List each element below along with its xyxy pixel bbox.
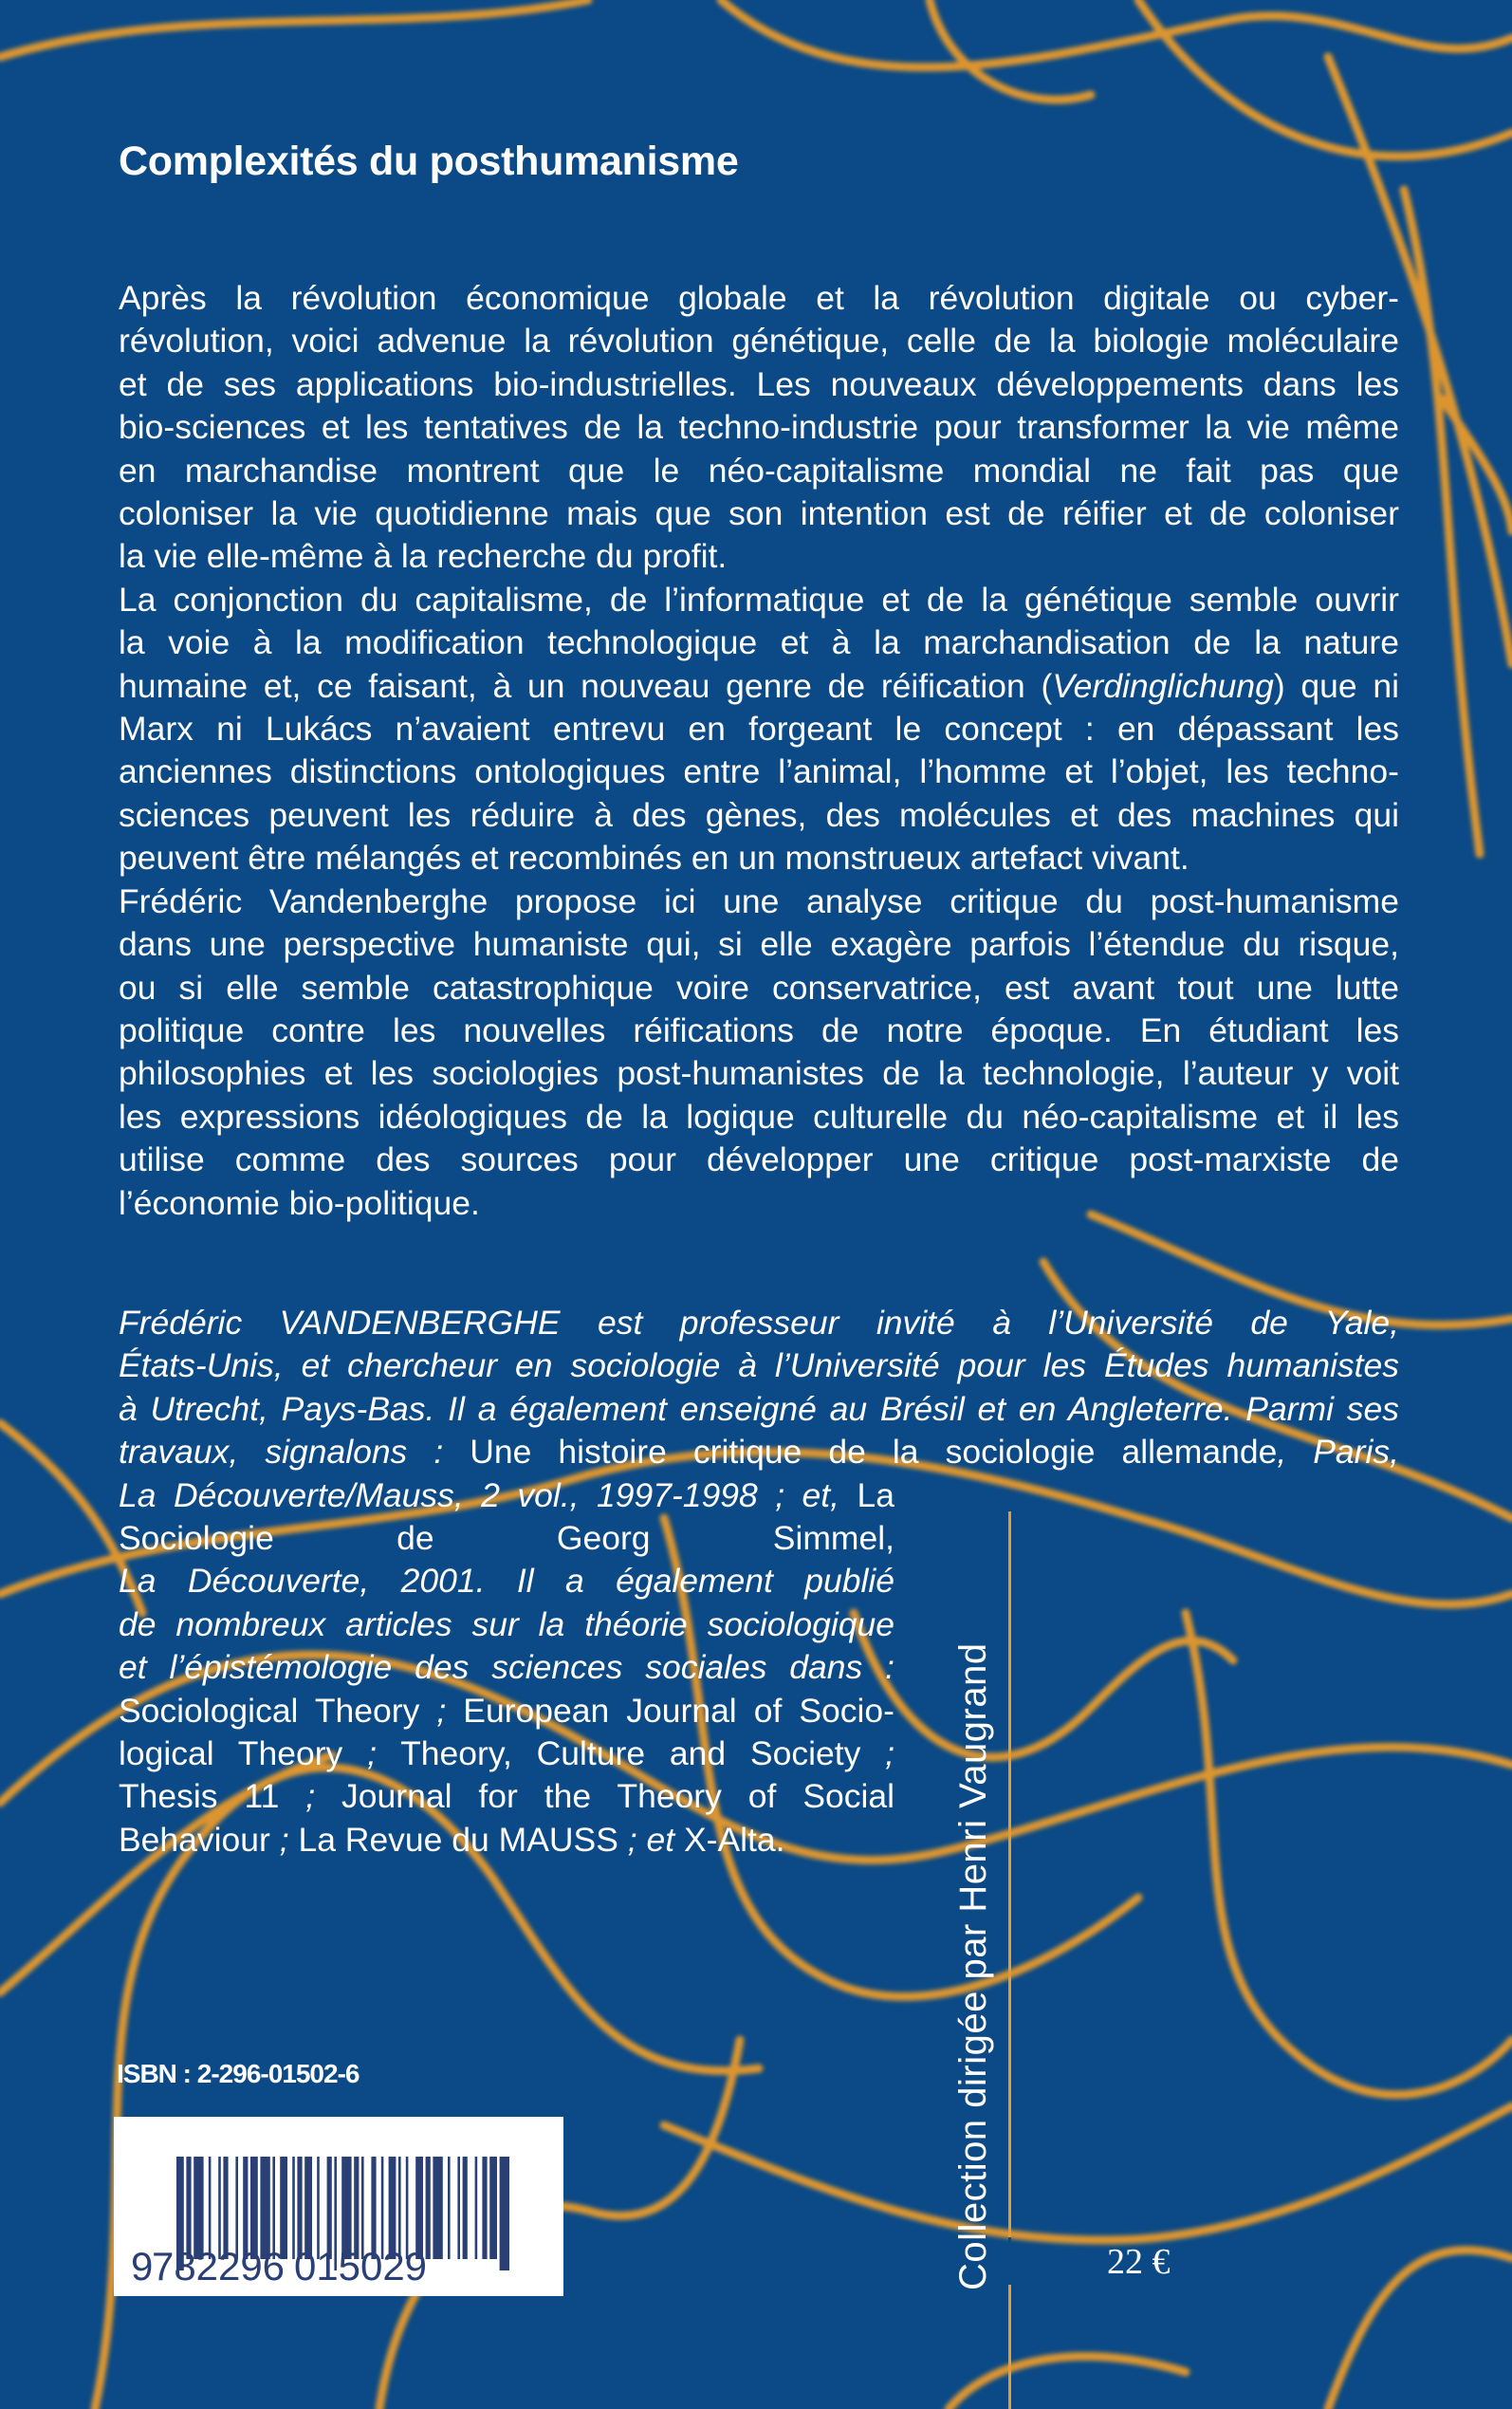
price: 22 € — [1107, 2242, 1171, 2282]
text-segment: ; et — [618, 1820, 675, 1859]
text-line — [119, 1517, 894, 1560]
text-line: La conjonction du capitalisme, de l’informatique et de la génétique semble ouvrir — [119, 580, 1399, 619]
text-line — [119, 1560, 894, 1603]
text-segment: ; — [279, 1777, 316, 1816]
text-line — [119, 1819, 894, 1862]
barcode-bar — [457, 2157, 460, 2259]
text-segment: La Revue du MAUSS — [288, 1820, 618, 1859]
text-line — [119, 1646, 894, 1689]
barcode-bars — [114, 2117, 563, 2296]
text-segment: Thesis 11 — [119, 1777, 280, 1816]
text-segment: Behaviour — [119, 1820, 270, 1859]
text-segment: et l’épistémologie des sciences sociales dans : — [119, 1648, 894, 1687]
text-segment: La Découverte/Mauss, 2 vol., 1997-1998 ; et, — [119, 1475, 840, 1514]
text-line: la voie à la modification technologique et à la marchandisation de la nature — [119, 623, 1399, 662]
barcode-bar — [475, 2157, 478, 2259]
text-segment: Journal for the Theory of Social — [315, 1777, 895, 1816]
text-line: anciennes distinctions ontologiques entre l’animal, l’homme et l’objet, les techno- — [119, 752, 1399, 791]
text-segment: États-Unis, et chercheur en sociologie à l’Université pour les Études humanistes — [119, 1346, 1399, 1385]
text-line — [119, 1690, 894, 1733]
barcode — [114, 2117, 563, 2296]
barcode-digits-left: 782296 — [152, 2244, 285, 2289]
text-line: politique contre les nouvelles réifications de notre époque. En étudiant les — [119, 1010, 1399, 1049]
text-segment: de nombreux articles sur la théorie sociologique — [119, 1604, 894, 1643]
divider-gap — [1008, 2237, 1011, 2285]
barcode-digit-first: 9 — [131, 2244, 154, 2289]
text-segment: ; — [342, 1734, 377, 1773]
summary-text — [119, 277, 1399, 1225]
text-segment: humaine et, ce faisant, à un nouveau genre de réification ( — [119, 666, 1053, 705]
text-segment: European Journal of Socio- — [446, 1691, 894, 1730]
text-line: peuvent être mélangés et recombinés en un monstrueux artefact vivant. — [119, 839, 1189, 878]
text-line: utilise comme des sources pour développer une critique post-marxiste de — [119, 1140, 1399, 1179]
paragraph — [119, 277, 1399, 579]
text-line: coloniser la vie quotidienne mais que son intention est de réifier et de coloniser — [119, 494, 1399, 533]
text-line: les expressions idéologiques de la logique culturelle du néo-capitalisme et il les — [119, 1097, 1399, 1136]
barcode-bar — [448, 2157, 451, 2259]
text-segment: La Découverte, 2001. Il a également publié — [119, 1562, 894, 1601]
text-line — [119, 1733, 894, 1775]
text-segment: ) que ni — [1273, 666, 1399, 705]
text-line: sciences peuvent les réduire à des gènes, des molécules et des machines qui — [119, 795, 1399, 834]
text-line — [119, 1474, 894, 1517]
text-line — [119, 1431, 1399, 1473]
barcode-bar — [500, 2157, 509, 2270]
text-line: la vie elle-même à la recherche du profit. — [119, 537, 728, 576]
barcode-bar — [482, 2157, 487, 2259]
text-line — [119, 1344, 1399, 1387]
text-segment: , Paris, — [1277, 1433, 1399, 1472]
barcode-digits-right: 015029 — [294, 2244, 427, 2289]
book-title: Complexités du posthumanisme — [119, 139, 739, 184]
barcode-bar — [463, 2157, 468, 2259]
text-segment: La — [839, 1475, 894, 1514]
barcode-bar — [433, 2157, 442, 2259]
text-line: Frédéric Vandenberghe propose ici une analyse critique du post-humanisme — [119, 881, 1399, 920]
barcode-bar — [489, 2157, 497, 2259]
paragraph — [119, 579, 1399, 880]
text-segment: travaux, signalons : — [119, 1433, 444, 1472]
text-segment: Theory, Culture and Society — [376, 1734, 861, 1773]
text-line — [119, 1603, 894, 1646]
text-line: ou si elle semble catastrophique voire conservatrice, est avant tout une lutte — [119, 968, 1399, 1007]
text-segment: Verdinglichung — [1052, 666, 1274, 705]
text-segment: Sociologie de Georg Simmel, — [119, 1519, 894, 1558]
text-segment: à Utrecht, Pays-Bas. Il a également enseigné au Brésil et en Angleterre. Parmi ses — [119, 1389, 1399, 1428]
text-line: l’économie bio-politique. — [119, 1183, 480, 1222]
paragraph — [119, 880, 1399, 1225]
text-segment: ; — [860, 1734, 894, 1773]
author-biography — [119, 1302, 1399, 1862]
text-segment: Une histoire critique de la sociologie allemande — [443, 1433, 1278, 1472]
text-line — [119, 1388, 1399, 1431]
text-line: en marchandise montrent que le néo-capitalisme mondial ne fait pas que — [119, 451, 1399, 490]
text-segment: logical Theory — [119, 1734, 343, 1773]
text-line: révolution, voici advenue la révolution génétique, celle de la biologie moléculaire — [119, 322, 1399, 361]
text-segment: X-Alta. — [674, 1820, 785, 1859]
text-segment: Frédéric VANDENBERGHE est professeur invité à l’Université de Yale, — [119, 1304, 1399, 1342]
text-line — [119, 1302, 1399, 1344]
text-segment: Sociological Theory — [119, 1691, 420, 1730]
isbn-label: ISBN : 2-296-01502-6 — [117, 2059, 360, 2088]
text-line — [119, 1775, 894, 1818]
text-segment: ; — [419, 1691, 447, 1730]
text-line: et de ses applications bio-industrielles. Les nouveaux développements dans les — [119, 364, 1399, 403]
text-segment: ; — [269, 1820, 289, 1859]
text-line: philosophies et les sociologies post-humanistes de la technologie, l’auteur y voit — [119, 1054, 1399, 1093]
text-line: Après la révolution économique globale et la révolution digitale ou cyber- — [119, 279, 1399, 317]
collection-credit: Collection dirigée par Henri Vaugrand — [952, 1642, 994, 2290]
text-line: Marx ni Lukács n’avaient entrevu en forgeant le concept : en dépassant les — [119, 710, 1399, 749]
text-line: dans une perspective humaniste qui, si elle exagère parfois l’étendue du risque, — [119, 925, 1399, 964]
text-line: bio-sciences et les tentatives de la techno-industrie pour transformer la vie même — [119, 408, 1399, 447]
text-line — [119, 665, 1399, 708]
